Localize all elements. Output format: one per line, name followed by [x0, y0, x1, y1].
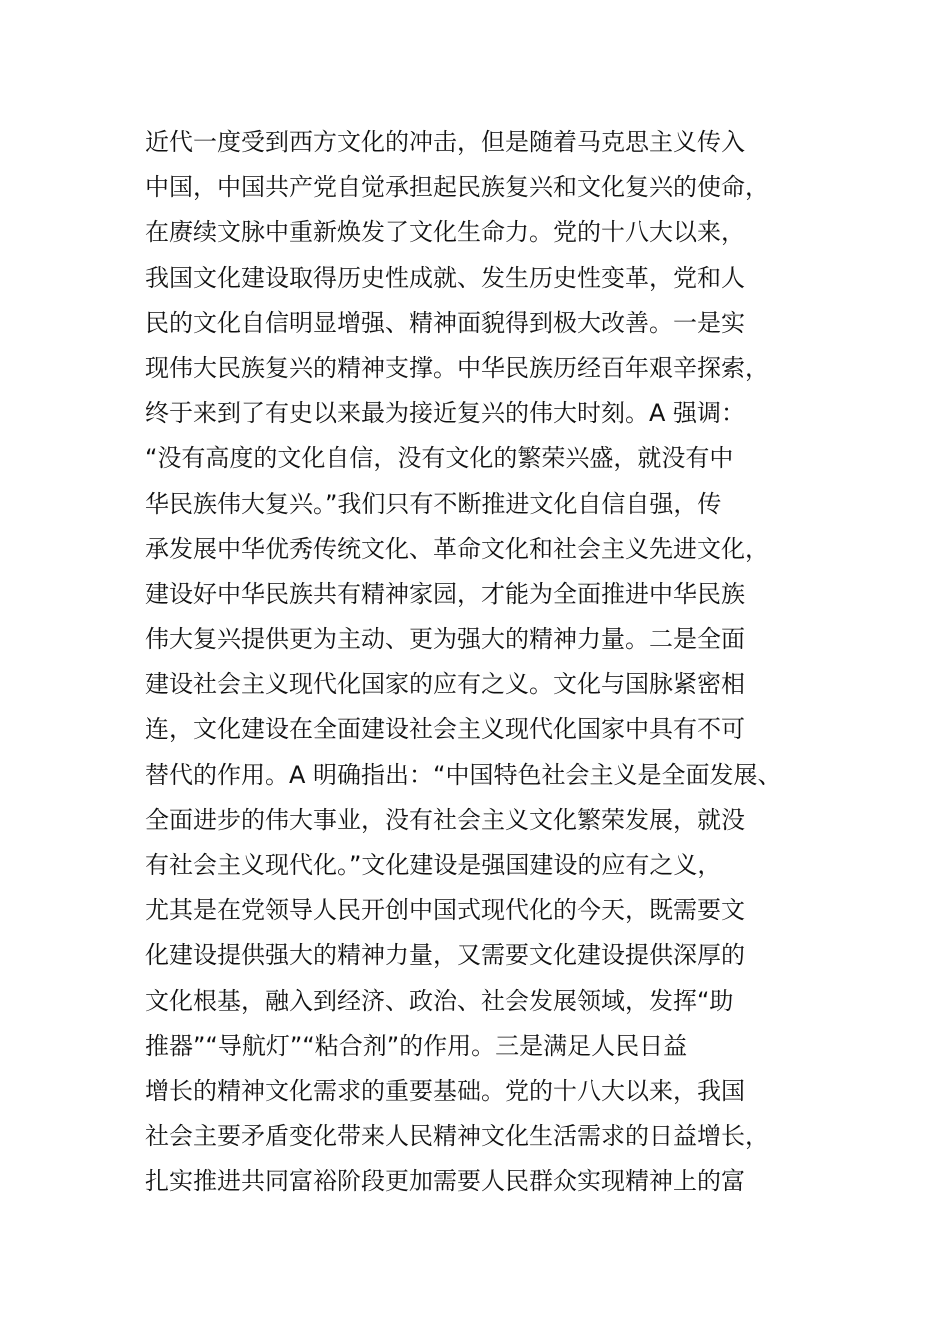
- text-line: 扎实推进共同富裕阶段更加需要人民群众实现精神上的富: [145, 1167, 745, 1196]
- text-line: 建设社会主义现代化国家的应有之义。文化与国脉紧密相: [145, 670, 745, 699]
- body-text: [145, 120, 935, 1205]
- text-line: 承发展中华优秀传统文化、革命文化和社会主义先进文化，: [145, 534, 769, 563]
- text-line: 推器”“导航灯”“粘合剂”的作用。三是满足人民日益: [145, 1031, 688, 1060]
- text-line: 现伟大民族复兴的精神支撑。中华民族历经百年艰辛探索，: [145, 353, 769, 382]
- text-line: 全面进步的伟大事业，没有社会主义文化繁荣发展，就没: [145, 805, 745, 834]
- text-line: 尤其是在党领导人民开创中国式现代化的今天，既需要文: [145, 896, 745, 925]
- text-line: 替代的作用。A 明确指出：“中国特色社会主义是全面发展、: [145, 760, 782, 789]
- text-line: 化建设提供强大的精神力量，又需要文化建设提供深厚的: [145, 941, 745, 970]
- text-line: 我国文化建设取得历史性成就、发生历史性变革，党和人: [145, 263, 745, 292]
- text-line: 伟大复兴提供更为主动、更为强大的精神力量。二是全面: [145, 625, 745, 654]
- text-line: 建设好中华民族共有精神家园，才能为全面推进中华民族: [145, 579, 745, 608]
- text-line: 社会主要矛盾变化带来人民精神文化生活需求的日益增长，: [145, 1122, 769, 1151]
- text-line: 在赓续文脉中重新焕发了文化生命力。党的十八大以来，: [145, 218, 745, 247]
- text-line: 增长的精神文化需求的重要基础。党的十八大以来，我国: [145, 1076, 745, 1105]
- text-line: 中国，中国共产党自觉承担起民族复兴和文化复兴的使命，: [145, 173, 769, 202]
- text-line: 文化根基，融入到经济、政治、社会发展领域，发挥“助: [145, 986, 734, 1015]
- text-line: 连，文化建设在全面建设社会主义现代化国家中具有不可: [145, 715, 745, 744]
- text-line: 有社会主义现代化。”文化建设是强国建设的应有之义，: [145, 851, 722, 879]
- text-line: 终于来到了有史以来最为接近复兴的伟大时刻。A 强调：: [145, 399, 746, 428]
- text-line: 近代一度受到西方文化的冲击，但是随着马克思主义传入: [145, 128, 745, 156]
- text-line: 华民族伟大复兴。”我们只有不断推进文化自信自强，传: [145, 489, 722, 518]
- text-line: “没有高度的文化自信，没有文化的繁荣兴盛，就没有中: [145, 444, 734, 473]
- text-line: 民的文化自信明显增强、精神面貌得到极大改善。一是实: [145, 308, 745, 337]
